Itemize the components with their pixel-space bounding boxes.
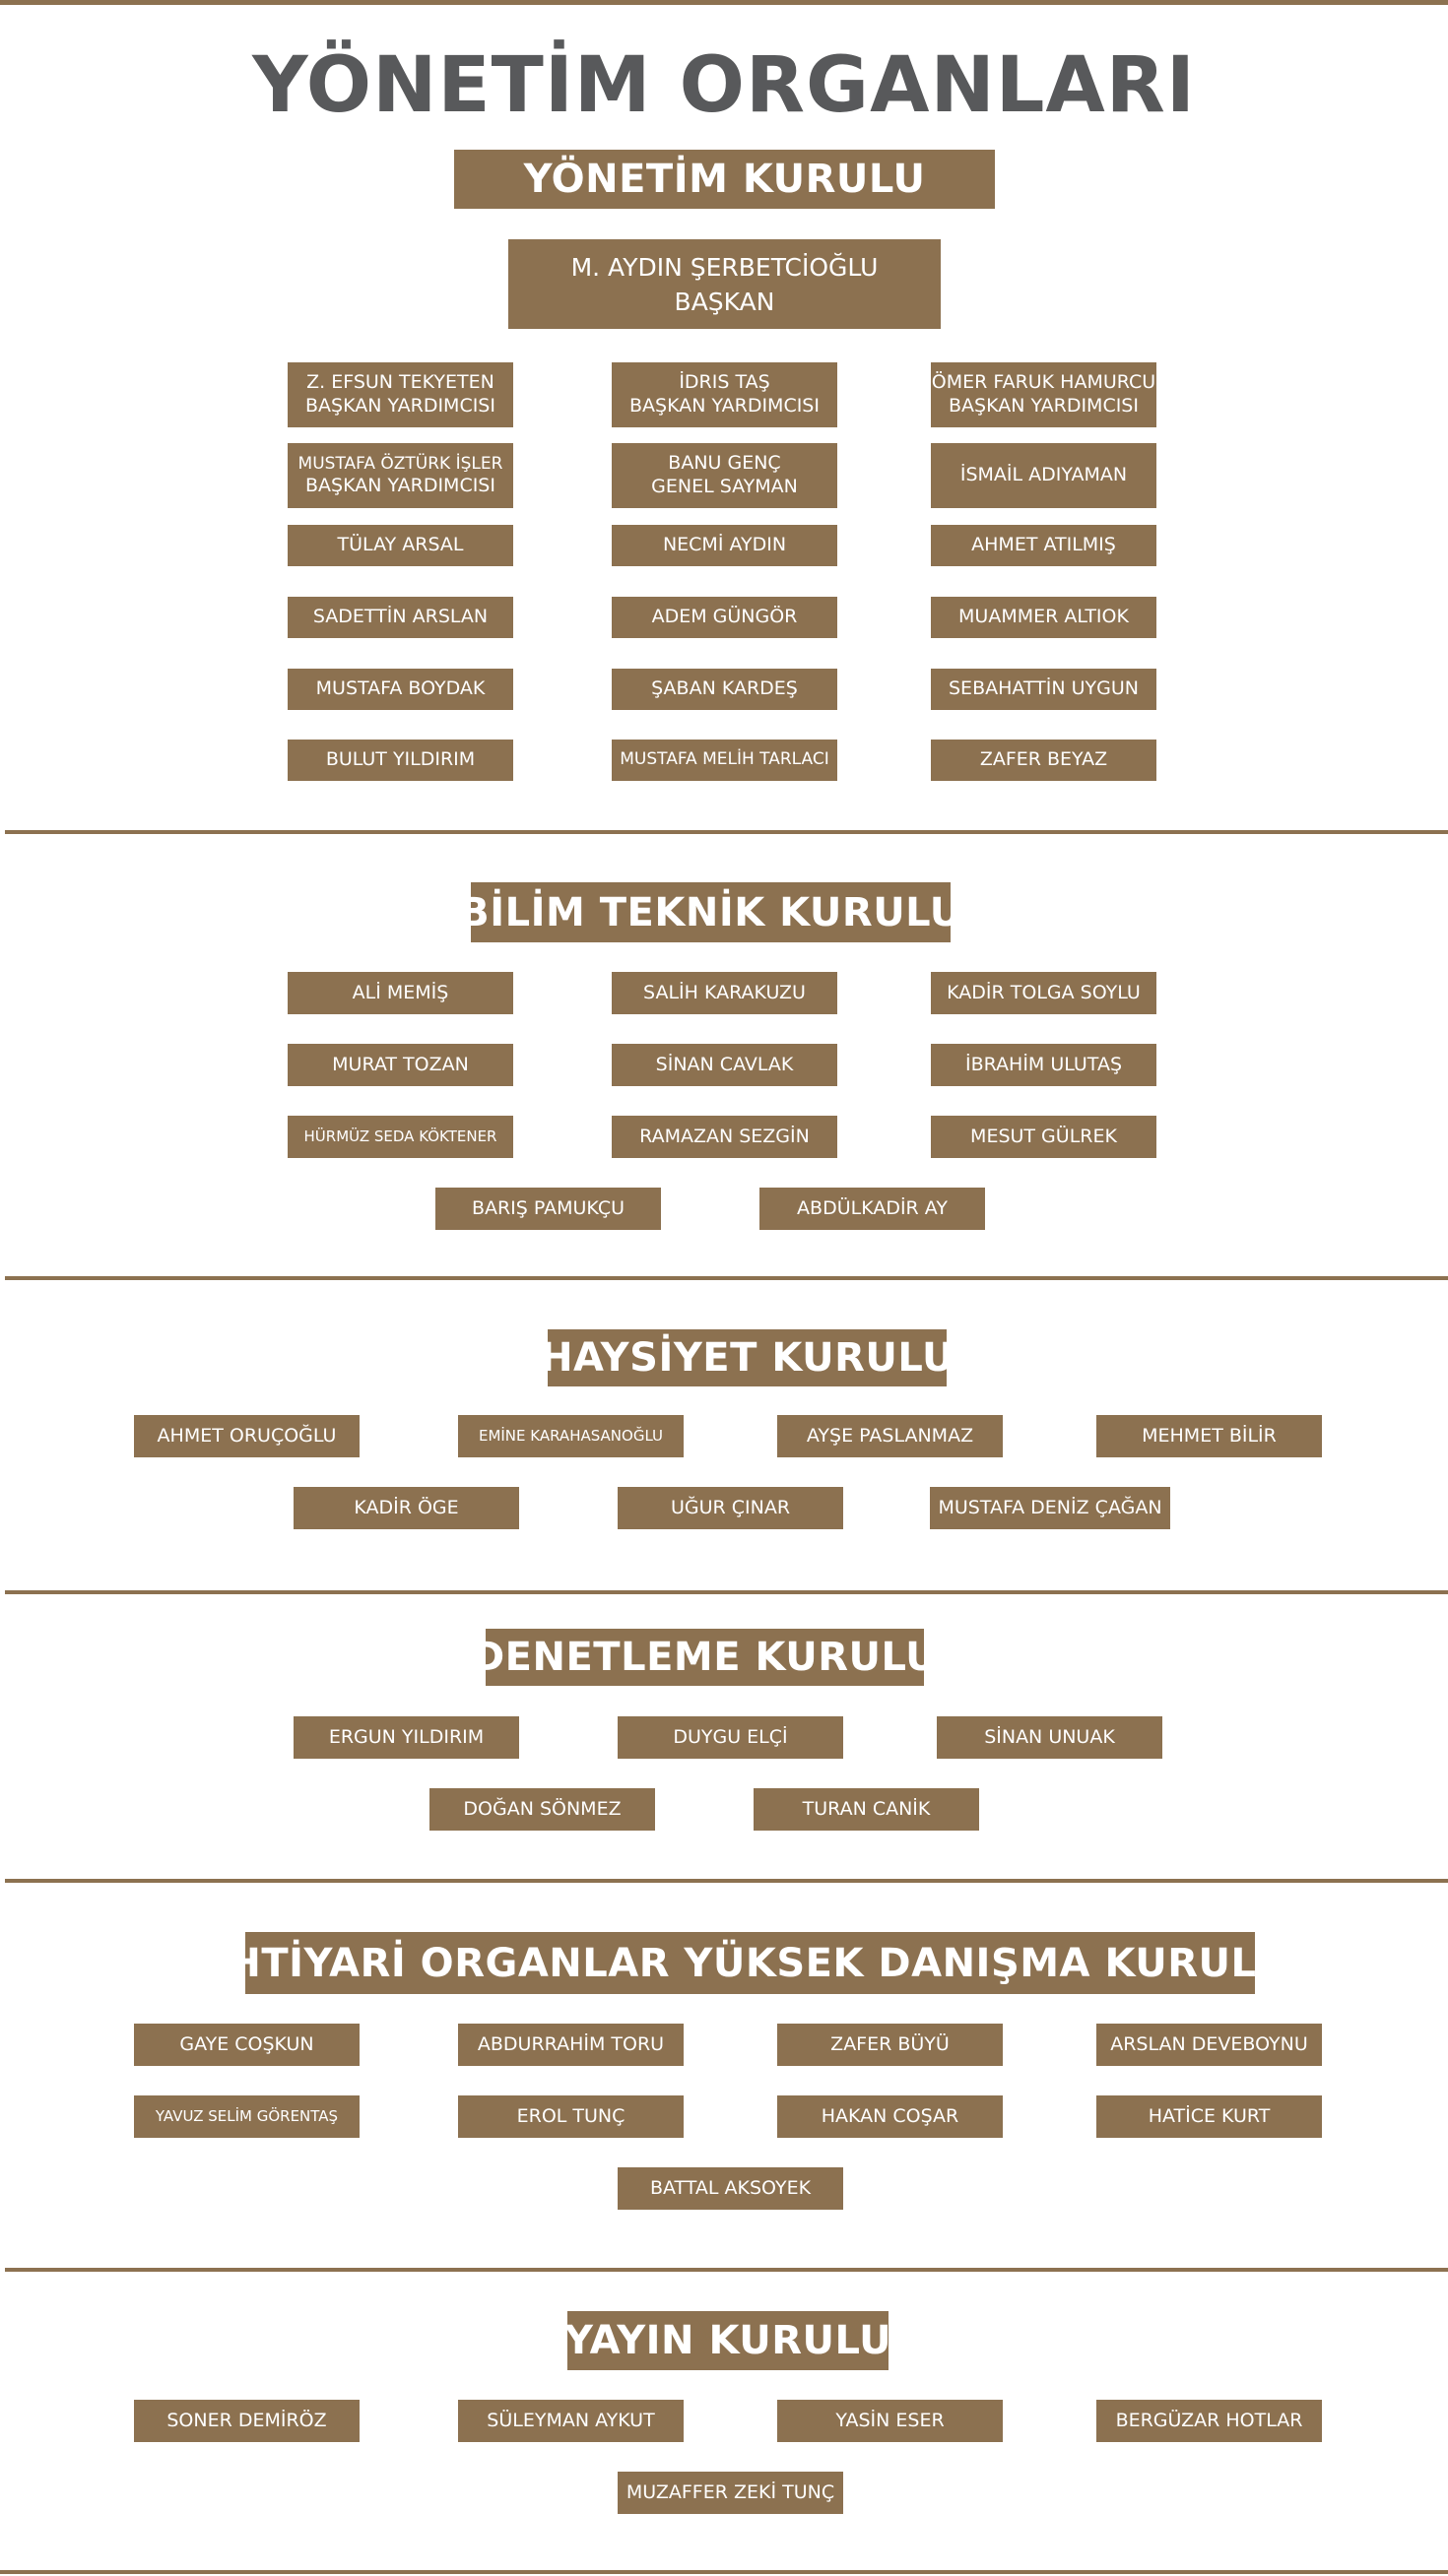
- section-title-denetleme: DENETLEME KURULU: [486, 1629, 924, 1686]
- member-box: ALİ MEMİŞ: [288, 972, 513, 1014]
- member-box: [612, 362, 837, 427]
- member-name: MUSTAFA ÖZTÜRK İŞLER: [297, 453, 503, 474]
- member-box: ARSLAN DEVEBOYNU: [1096, 2024, 1322, 2066]
- section-title-yonetim: YÖNETİM KURULU: [454, 150, 995, 209]
- member-box: GAYE COŞKUN: [134, 2024, 360, 2066]
- member-box: SEBAHATTİN UYGUN: [931, 669, 1156, 710]
- section-title-yayin: YAYIN KURULU: [567, 2311, 889, 2370]
- member-box: DUYGU ELÇİ: [618, 1716, 843, 1759]
- member-box: AYŞE PASLANMAZ: [777, 1415, 1003, 1457]
- president-role: BAŞKAN: [674, 287, 775, 316]
- top-rule: [0, 0, 1448, 5]
- member-box: KADİR ÖGE: [294, 1487, 519, 1529]
- member-box: SALİH KARAKUZU: [612, 972, 837, 1014]
- page-title: YÖNETİM ORGANLARI: [252, 41, 1196, 130]
- member-box: TURAN CANİK: [754, 1788, 979, 1831]
- member-box: ABDURRAHİM TORU: [458, 2024, 684, 2066]
- member-role: BAŞKAN YARDIMCISI: [629, 395, 820, 417]
- member-name: Z. EFSUN TEKYETEN: [306, 371, 494, 394]
- member-name: ÖMER FARUK HAMURCU: [931, 371, 1156, 394]
- divider: [5, 2268, 1448, 2272]
- member-box: TÜLAY ARSAL: [288, 525, 513, 566]
- member-box: HAKAN COŞAR: [777, 2095, 1003, 2138]
- member-box: MUZAFFER ZEKİ TUNÇ: [618, 2472, 843, 2514]
- divider: [5, 1590, 1448, 1594]
- member-role: BAŞKAN YARDIMCISI: [305, 395, 495, 417]
- member-box: MUSTAFA MELİH TARLACI: [612, 740, 837, 781]
- member-box: EROL TUNÇ: [458, 2095, 684, 2138]
- divider: [5, 830, 1448, 834]
- member-box: ERGUN YILDIRIM: [294, 1716, 519, 1759]
- president-name: M. AYDIN ŞERBETCİOĞLU: [570, 252, 879, 282]
- member-box: ZAFER BEYAZ: [931, 740, 1156, 781]
- member-role: GENEL SAYMAN: [651, 476, 798, 497]
- member-box: UĞUR ÇINAR: [618, 1487, 843, 1529]
- member-box: BARIŞ PAMUKÇU: [435, 1188, 661, 1230]
- member-box: ŞABAN KARDEŞ: [612, 669, 837, 710]
- member-box: ABDÜLKADİR AY: [759, 1188, 985, 1230]
- member-box: BATTAL AKSOYEK: [618, 2167, 843, 2210]
- member-box: HÜRMÜZ SEDA KÖKTENER: [288, 1116, 513, 1158]
- member-name: BANU GENÇ: [668, 452, 781, 475]
- member-role: BAŞKAN YARDIMCISI: [305, 474, 495, 496]
- member-box: MEHMET BİLİR: [1096, 1415, 1322, 1457]
- president-box: [508, 239, 941, 329]
- member-box: YASİN ESER: [777, 2400, 1003, 2442]
- member-box: EMİNE KARAHASANOĞLU: [458, 1415, 684, 1457]
- member-box: KADİR TOLGA SOYLU: [931, 972, 1156, 1014]
- bottom-rule: [0, 2570, 1448, 2574]
- member-box: SADETTİN ARSLAN: [288, 597, 513, 638]
- member-box: HATİCE KURT: [1096, 2095, 1322, 2138]
- member-box: MESUT GÜLREK: [931, 1116, 1156, 1158]
- member-box: MUAMMER ALTIOK: [931, 597, 1156, 638]
- member-box: SİNAN CAVLAK: [612, 1044, 837, 1086]
- member-box: MURAT TOZAN: [288, 1044, 513, 1086]
- member-box: RAMAZAN SEZGİN: [612, 1116, 837, 1158]
- member-box: MUSTAFA DENİZ ÇAĞAN: [930, 1487, 1170, 1529]
- member-box: [288, 362, 513, 427]
- member-box: SİNAN UNUAK: [937, 1716, 1162, 1759]
- member-box: [288, 443, 513, 508]
- member-box: DOĞAN SÖNMEZ: [429, 1788, 655, 1831]
- member-box: MUSTAFA BOYDAK: [288, 669, 513, 710]
- member-box: NECMİ AYDIN: [612, 525, 837, 566]
- member-box: ZAFER BÜYÜ: [777, 2024, 1003, 2066]
- member-box: SONER DEMİRÖZ: [134, 2400, 360, 2442]
- divider: [5, 1879, 1448, 1883]
- section-title-haysiyet: HAYSİYET KURULU: [548, 1329, 947, 1386]
- member-box: [931, 443, 1156, 508]
- member-box: YAVUZ SELİM GÖRENTAŞ: [134, 2095, 360, 2138]
- member-box: SÜLEYMAN AYKUT: [458, 2400, 684, 2442]
- section-title-bilim: BİLİM TEKNİK KURULU: [471, 882, 951, 942]
- member-name: İDRIS TAŞ: [679, 371, 770, 394]
- section-title-ihtiyari: İHTİYARİ ORGANLAR YÜKSEK DANIŞMA KURULU: [245, 1932, 1255, 1994]
- member-box: AHMET ORUÇOĞLU: [134, 1415, 360, 1457]
- member-box: İBRAHİM ULUTAŞ: [931, 1044, 1156, 1086]
- member-box: BERGÜZAR HOTLAR: [1096, 2400, 1322, 2442]
- member-box: AHMET ATILMIŞ: [931, 525, 1156, 566]
- divider: [5, 1276, 1448, 1280]
- member-box: ADEM GÜNGÖR: [612, 597, 837, 638]
- member-box: [931, 362, 1156, 427]
- member-box: BULUT YILDIRIM: [288, 740, 513, 781]
- member-role: BAŞKAN YARDIMCISI: [949, 395, 1139, 417]
- member-box: [612, 443, 837, 508]
- member-name: İSMAİL ADIYAMAN: [959, 464, 1128, 486]
